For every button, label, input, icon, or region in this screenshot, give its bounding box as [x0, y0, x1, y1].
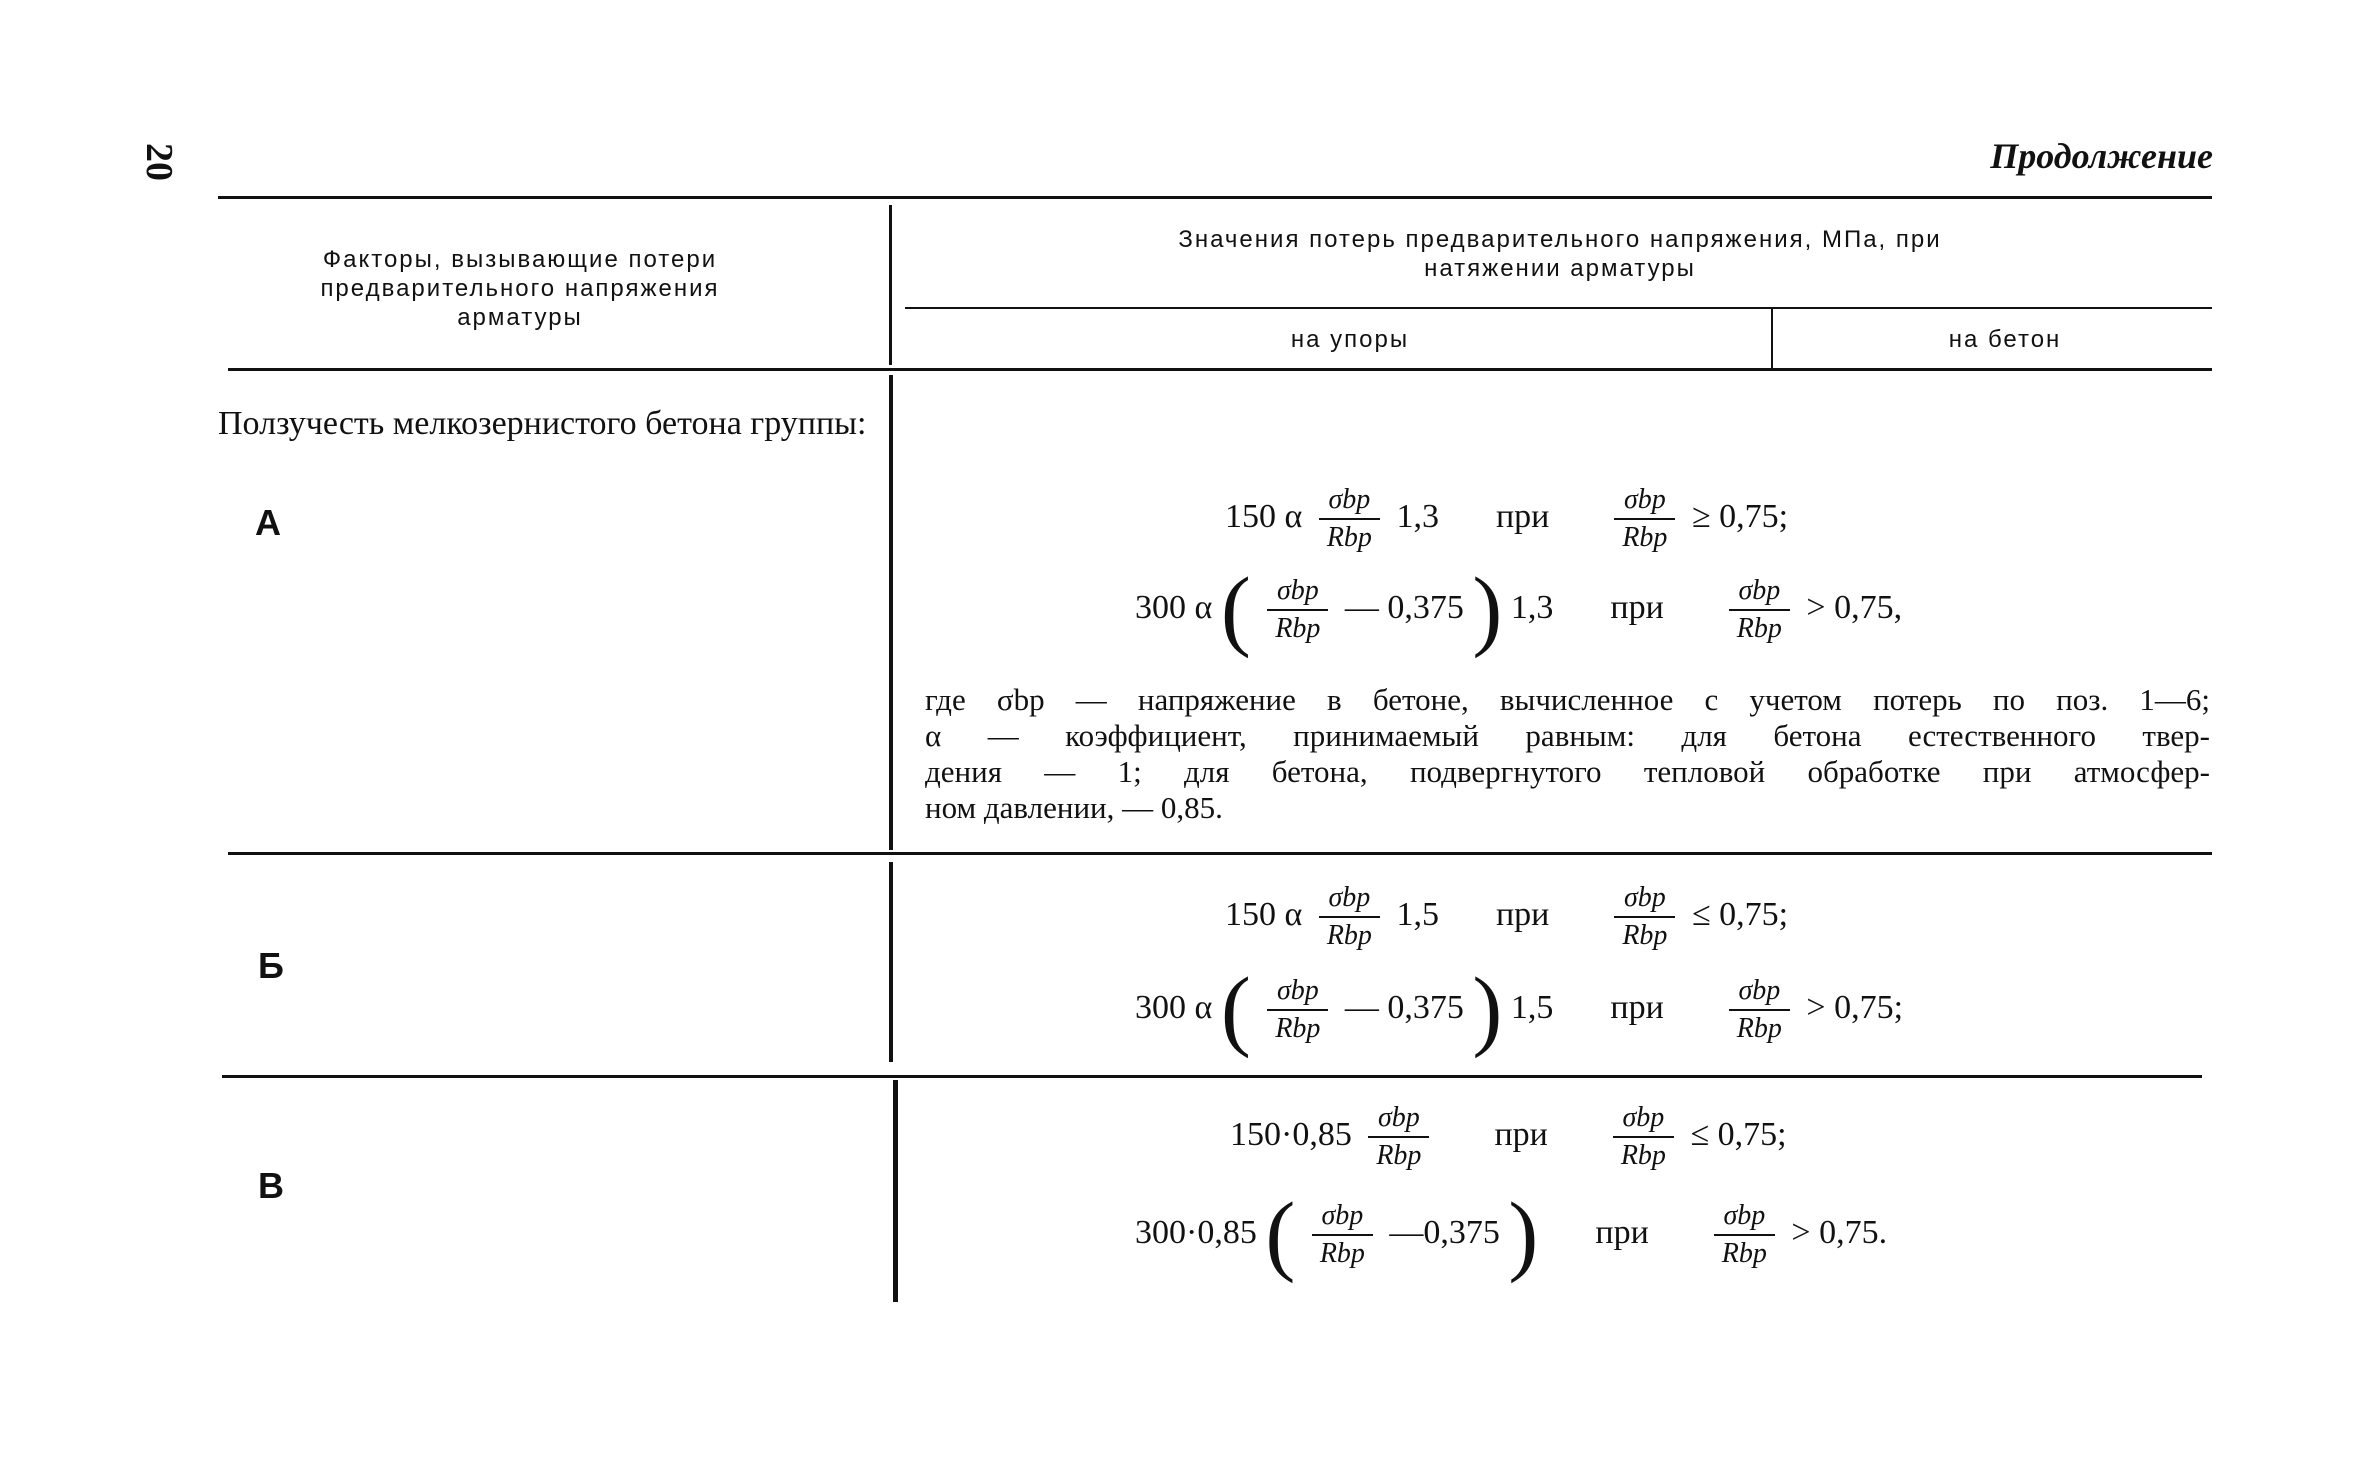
fraction [1613, 1100, 1674, 1174]
minus-term: —0,375 [1389, 1213, 1500, 1251]
fraction-numerator: σbp [1319, 880, 1380, 918]
fraction-numerator: σbp [1729, 973, 1790, 1011]
condition: ≥ 0,75; [1691, 497, 1789, 535]
condition-word: при [1610, 588, 1664, 626]
coef: 300 α [1135, 988, 1213, 1026]
fraction [1714, 1198, 1775, 1272]
body-col-divider-1 [889, 375, 893, 850]
note-line: ном давлении, — 0,85. [925, 790, 1223, 825]
fraction-denominator: Rbp [1376, 1140, 1422, 1171]
coef: 150 α [1225, 497, 1303, 535]
note-line: α — коэффициент, принимаемый равным: для бетона естественного твер- [925, 718, 2210, 753]
creep-intro: Ползучесть мелкозернистого бетона группы: [218, 405, 867, 442]
fraction-denominator: Rbp [1620, 1140, 1666, 1171]
fraction-denominator: Rbp [1622, 920, 1668, 951]
fraction [1368, 1100, 1429, 1174]
fraction-numerator: σbp [1729, 573, 1790, 611]
table-top-rule [218, 196, 2212, 199]
fraction-denominator: Rbp [1275, 1013, 1321, 1044]
body-col-divider-2 [889, 862, 893, 1062]
coef: 150·0,85 [1230, 1115, 1352, 1153]
row-rule-2 [222, 1075, 2202, 1078]
fraction-numerator: σbp [1714, 1198, 1775, 1236]
fraction-denominator: Rbp [1622, 522, 1668, 553]
group-letter-a: А [255, 502, 281, 543]
fraction-numerator: σbp [1613, 1100, 1674, 1138]
condition-word: при [1495, 895, 1550, 933]
definitions-note [925, 682, 2210, 826]
fraction [1267, 573, 1328, 647]
note-line: где σbp — напряжение в бетоне, вычисленное с учетом потерь по поз. 1—6; [925, 682, 2210, 717]
group-letter-v: В [258, 1165, 284, 1206]
fraction-numerator: σbp [1614, 482, 1675, 520]
fraction-numerator: σbp [1614, 880, 1675, 918]
formula-v-2: 300·0,85 ( $\frac{\text{σbp}}{\text{Rbp}}$ —0,375 ) при $\frac{\text{σbp}}{\text{Rbp}}$ > 0,75. [1135, 1185, 1888, 1284]
fraction [1729, 973, 1790, 1047]
header-sub-rule [905, 307, 2212, 309]
header-factors: Факторы, вызывающие потери предварительного напряжения арматуры [320, 246, 720, 331]
multiplier: 1,5 [1396, 895, 1439, 933]
fraction-denominator: Rbp [1736, 1013, 1782, 1044]
fraction [1319, 482, 1380, 556]
fraction-numerator: σbp [1267, 573, 1328, 611]
header-on-stops: на упоры [1290, 326, 1410, 353]
fraction [1319, 880, 1380, 954]
condition: > 0,75; [1806, 988, 1904, 1026]
header-bottom-rule [228, 368, 2212, 371]
fraction [1614, 880, 1675, 954]
fraction-denominator: Rbp [1319, 1238, 1365, 1269]
row-rule-1 [228, 852, 2212, 855]
condition: > 0,75. [1791, 1213, 1888, 1251]
header-col-divider [889, 205, 892, 365]
multiplier: 1,3 [1510, 588, 1554, 626]
page-number: 20 [138, 143, 180, 181]
coef: 300·0,85 [1135, 1213, 1257, 1251]
group-letter-b: Б [258, 945, 284, 986]
fraction [1267, 973, 1328, 1047]
condition: > 0,75, [1806, 588, 1903, 626]
header-on-concrete: на бетон [1948, 326, 2062, 353]
header-subcol-divider [1771, 309, 1773, 368]
condition-word: при [1494, 1115, 1548, 1153]
coef: 150 α [1225, 895, 1303, 933]
fraction-numerator: σbp [1368, 1100, 1429, 1138]
multiplier: 1,3 [1396, 497, 1439, 535]
coef: 300 α [1135, 588, 1213, 626]
condition: ≤ 0,75; [1691, 895, 1789, 933]
formula-a-1 [1225, 482, 1788, 556]
fraction-denominator: Rbp [1721, 1238, 1767, 1269]
fraction-denominator: Rbp [1736, 613, 1782, 644]
condition-word: при [1495, 497, 1550, 535]
body-col-divider-3 [893, 1080, 898, 1302]
minus-term: — 0,375 [1344, 988, 1464, 1026]
note-line: дения — 1; для бетона, подвергнутого тепловой обработке при атмосфер- [925, 754, 2210, 789]
fraction-denominator: Rbp [1326, 920, 1372, 951]
condition-word: при [1610, 988, 1664, 1026]
formula-v-1 [1230, 1100, 1787, 1174]
fraction [1614, 482, 1675, 556]
multiplier: 1,5 [1510, 988, 1554, 1026]
fraction-denominator: Rbp [1326, 522, 1372, 553]
continuation-label: Продолжение [1990, 136, 2213, 176]
header-values: Значения потерь предварительного напряжения, МПа, при натяжении арматуры [1178, 226, 1942, 282]
condition: ≤ 0,75; [1690, 1115, 1787, 1153]
fraction-numerator: σbp [1267, 973, 1328, 1011]
fraction-denominator: Rbp [1275, 613, 1321, 644]
formula-b-2: 300 α ( $\frac{\text{σbp}}{\text{Rbp}}$ — 0,375 ) 1,5 при $\frac{\text{σbp}}{\text{Rbp}}$ > 0,75; [1135, 960, 1904, 1059]
fraction-numerator: σbp [1312, 1198, 1373, 1236]
formula-a-2: 300 α ( $\frac{\text{σbp}}{\text{Rbp}}$ — 0,375 ) 1,3 при $\frac{\text{σbp}}{\text{Rbp}}$ > 0,75, [1135, 560, 1903, 659]
minus-term: — 0,375 [1344, 588, 1464, 626]
fraction [1312, 1198, 1373, 1272]
fraction [1729, 573, 1790, 647]
formula-b-1 [1225, 880, 1788, 954]
fraction-numerator: σbp [1319, 482, 1380, 520]
condition-word: при [1595, 1213, 1649, 1251]
